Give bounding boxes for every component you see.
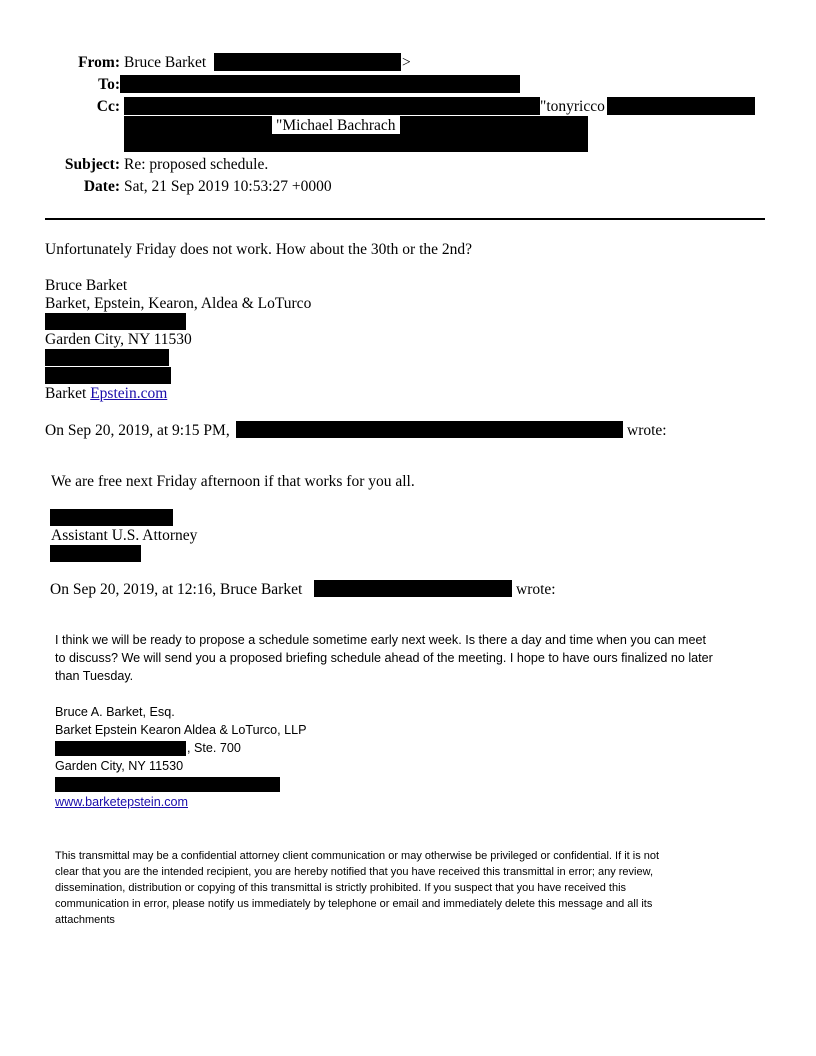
redaction-block [55,741,186,756]
paragraph-line: to discuss? We will send you a proposed briefing schedule ahead of the meeting. I hope to have ours finalized no later [55,651,713,665]
from-suffix: > [402,54,411,71]
signature-firm: Barket Epstein Kearon Aldea & LoTurco, LLP [55,723,307,737]
to-label: To: [98,76,120,93]
signature-city: Garden City, NY 11530 [45,331,192,348]
redaction-block [607,97,755,115]
redaction-block [120,75,520,93]
subject-value: Re: proposed schedule. [124,156,269,173]
quoted-line: We are free next Friday afternoon if that works for you all. [51,473,415,490]
redaction-block [124,97,540,115]
from-label: From: [78,54,120,71]
signature-firm: Barket, Epstein, Kearon, Aldea & LoTurco [45,295,312,312]
subject-label: Subject: [64,156,120,173]
signature-name: Bruce A. Barket, Esq. [55,705,175,719]
quote-intro-tail: wrote: [516,581,556,598]
redaction-block [124,134,588,152]
disclaimer-line: attachments [55,914,115,926]
cc-label: Cc: [96,98,120,115]
signature-web-prefix: Barket [45,385,91,402]
signature-web [45,385,167,403]
redaction-block [45,313,186,330]
disclaimer-line: communication in error, please notify us immediately by telephone or email and immediately delete this message and all its [55,898,653,910]
redaction-block [236,421,623,438]
redaction-block [50,545,141,562]
disclaimer-line: dissemination, distribution or copying of this transmittal is strictly prohibited. If you suspect that you have received this [55,882,627,894]
redaction-block [314,580,512,597]
epstein-link[interactable]: Epstein.com [90,385,168,402]
signature-suite: , Ste. 700 [187,741,241,755]
redaction-block [55,777,280,792]
date-value: Sat, 21 Sep 2019 10:53:27 +0000 [124,178,332,195]
paragraph-line: than Tuesday. [55,669,134,683]
cc-name-bachrach: "Michael Bachrach [276,117,396,134]
redaction-block [50,509,173,526]
quote-intro-tail: wrote: [627,422,667,439]
redaction-block [400,116,588,134]
redaction-block [124,116,272,134]
website-link[interactable]: www.barketepstein.com [55,795,188,809]
disclaimer-line: clear that you are the intended recipient, you are hereby notified that you have received this transmittal in error; any review, [55,866,653,878]
sender-title: Assistant U.S. Attorney [51,527,198,544]
from-value: Bruce Barket [124,54,207,71]
redaction-block [45,367,171,384]
redaction-block [45,349,169,366]
signature-name: Bruce Barket [45,277,128,294]
signature-city: Garden City, NY 11530 [55,759,184,773]
quote-intro: On Sep 20, 2019, at 9:15 PM, [45,422,230,439]
header-divider [45,218,765,220]
date-label: Date: [83,178,120,195]
disclaimer-line: This transmittal may be a confidential attorney client communication or may otherwise be privileged or confidential. If it is not [55,850,660,862]
reply-line: Unfortunately Friday does not work. How about the 30th or the 2nd? [45,241,473,258]
redaction-block [214,53,401,71]
paragraph-line: I think we will be ready to propose a schedule sometime early next week. Is there a day and time when you can meet [55,633,707,647]
quote-intro: On Sep 20, 2019, at 12:16, Bruce Barket [50,581,303,598]
cc-name-tonyricco: "tonyricco [540,98,605,115]
